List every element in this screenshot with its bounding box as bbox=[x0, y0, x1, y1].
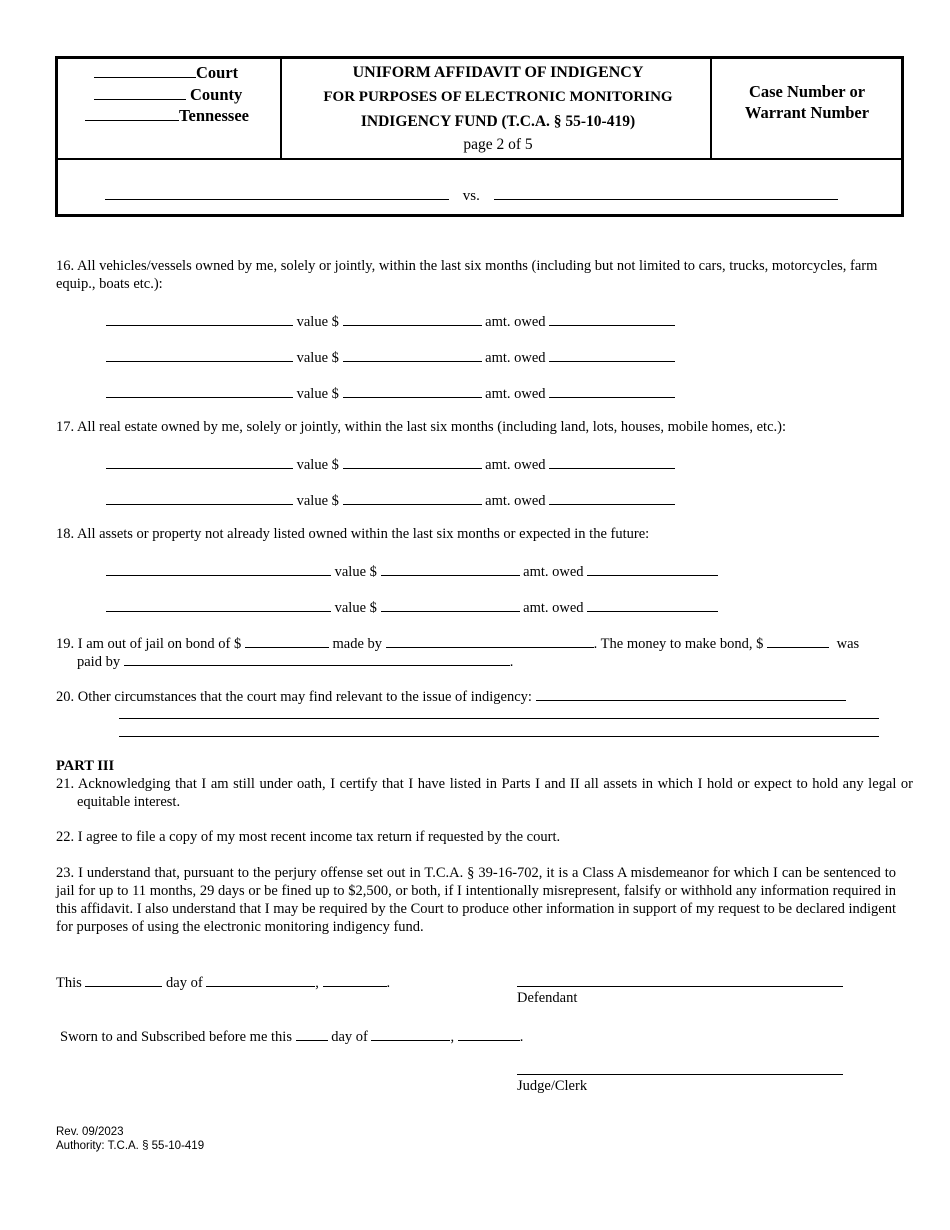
bond-amount-field[interactable] bbox=[245, 633, 329, 648]
form-header bbox=[55, 56, 904, 217]
asset-value-field[interactable] bbox=[381, 597, 520, 612]
asset-description-field[interactable] bbox=[106, 561, 331, 576]
county-line bbox=[94, 84, 242, 105]
court-line bbox=[94, 62, 238, 83]
vehicle-owed-field[interactable] bbox=[549, 311, 675, 326]
asset-row: value $ amt. owed bbox=[106, 597, 718, 617]
bond-money-field[interactable] bbox=[767, 633, 829, 648]
revision-date: Rev. 09/2023 bbox=[56, 1126, 124, 1138]
county-name-field[interactable] bbox=[94, 84, 186, 100]
item-23: 23. I understand that, pursuant to the perjury offense set out in T.C.A. § 39-16-702, it is a Class A misdemeanor for which I can be sentenced to jail for up to 11 months, 29 days or be fined up to $2,500, or both, if I intentionally misrepresent, falsify or withhold any information required in this affidavit. I also understand that I may be required by the Court to produce other information in support of my request to be declared indigent for purposes of using the electronic monitoring indigency fund. bbox=[56, 865, 896, 935]
real-estate-row: value $ amt. owed bbox=[106, 454, 675, 474]
item-20-extra-line bbox=[119, 722, 879, 742]
defendant-signature-line[interactable] bbox=[517, 972, 843, 992]
item-21: 21. Acknowledging that I am still under oath, I certify that I have listed in Parts I and II all assets in which I hold or expect to hold any legal or equitable interest. bbox=[56, 776, 913, 810]
state-label: Tennessee bbox=[179, 106, 249, 125]
form-subtitle: FOR PURPOSES OF ELECTRONIC MONITORING bbox=[323, 89, 673, 105]
asset-description-field[interactable] bbox=[106, 597, 331, 612]
page-number: page 2 of 5 bbox=[463, 136, 533, 153]
item-18: 18. All assets or property not already listed owned within the last six months or expected in the future: bbox=[56, 526, 650, 542]
vehicle-value-field[interactable] bbox=[343, 383, 482, 398]
vehicle-owed-field[interactable] bbox=[549, 347, 675, 362]
county-label: County bbox=[190, 85, 243, 104]
part-3-heading: PART III bbox=[56, 758, 115, 774]
item-19-line2: paid by . bbox=[77, 651, 513, 671]
vehicle-description-field[interactable] bbox=[106, 383, 293, 398]
header-divider bbox=[280, 59, 282, 158]
bond-made-by-field[interactable] bbox=[386, 633, 594, 648]
item-20-extra-line bbox=[119, 704, 879, 724]
year-field[interactable] bbox=[323, 972, 387, 987]
month-field[interactable] bbox=[206, 972, 315, 987]
item-16: 16. All vehicles/vessels owned by me, solely or jointly, within the last six months (including but not limited to cars, trucks, motorcycles, farm equip., boats etc.): bbox=[56, 258, 878, 292]
court-name-field[interactable] bbox=[94, 62, 196, 78]
state-field[interactable] bbox=[85, 105, 179, 121]
sworn-day-field[interactable] bbox=[296, 1026, 328, 1041]
vehicle-row: value $ amt. owed bbox=[106, 311, 675, 331]
defendant-label: Defendant bbox=[517, 990, 578, 1006]
item-20: 20. Other circumstances that the court may find relevant to the issue of indigency: bbox=[56, 686, 846, 706]
asset-value-field[interactable] bbox=[381, 561, 520, 576]
item-19-line1: 19. I am out of jail on bond of $ made by . The money to make bond, $ was bbox=[56, 633, 859, 653]
versus-label: vs. bbox=[462, 188, 480, 204]
vehicle-description-field[interactable] bbox=[106, 311, 293, 326]
real-estate-description-field[interactable] bbox=[106, 490, 293, 505]
real-estate-owed-field[interactable] bbox=[549, 490, 675, 505]
real-estate-value-field[interactable] bbox=[343, 490, 482, 505]
real-estate-value-field[interactable] bbox=[343, 454, 482, 469]
judge-clerk-label: Judge/Clerk bbox=[517, 1078, 588, 1094]
other-circumstances-field[interactable] bbox=[536, 686, 846, 701]
form-subtitle-statute: INDIGENCY FUND (T.C.A. § 55-10-419) bbox=[360, 113, 636, 130]
case-number-label: Case Number or Warrant Number bbox=[744, 82, 870, 122]
vehicle-owed-field[interactable] bbox=[549, 383, 675, 398]
item-17: 17. All real estate owned by me, solely or jointly, within the last six months (including land, lots, houses, mobile homes, etc.): bbox=[56, 419, 786, 435]
form-title: UNIFORM AFFIDAVIT OF INDIGENCY bbox=[352, 64, 644, 81]
real-estate-row: value $ amt. owed bbox=[106, 490, 675, 510]
other-circumstances-field[interactable] bbox=[119, 722, 879, 737]
real-estate-owed-field[interactable] bbox=[549, 454, 675, 469]
authority-citation: Authority: T.C.A. § 55-10-419 bbox=[56, 1140, 205, 1152]
vehicle-value-field[interactable] bbox=[343, 347, 482, 362]
date-line: This day of , . bbox=[56, 972, 390, 992]
item-22: 22. I agree to file a copy of my most recent income tax return if requested by the court. bbox=[56, 829, 561, 845]
vehicle-row: value $ amt. owed bbox=[106, 347, 675, 367]
defendant-field[interactable] bbox=[494, 185, 838, 200]
vehicle-row: value $ amt. owed bbox=[106, 383, 675, 403]
court-label: Court bbox=[196, 63, 239, 82]
other-circumstances-field[interactable] bbox=[119, 704, 879, 719]
plaintiff-field[interactable] bbox=[105, 185, 449, 200]
day-field[interactable] bbox=[85, 972, 162, 987]
sworn-line: Sworn to and Subscribed before me this day of , . bbox=[60, 1026, 523, 1046]
vehicle-value-field[interactable] bbox=[343, 311, 482, 326]
bond-paid-by-field[interactable] bbox=[124, 651, 510, 666]
sworn-year-field[interactable] bbox=[458, 1026, 520, 1041]
state-line bbox=[85, 105, 249, 126]
judge-signature-line[interactable] bbox=[517, 1060, 843, 1080]
asset-owed-field[interactable] bbox=[587, 561, 718, 576]
real-estate-description-field[interactable] bbox=[106, 454, 293, 469]
parties-line bbox=[105, 185, 838, 205]
vehicle-description-field[interactable] bbox=[106, 347, 293, 362]
asset-row: value $ amt. owed bbox=[106, 561, 718, 581]
sworn-month-field[interactable] bbox=[371, 1026, 450, 1041]
header-divider bbox=[58, 158, 901, 160]
asset-owed-field[interactable] bbox=[587, 597, 718, 612]
